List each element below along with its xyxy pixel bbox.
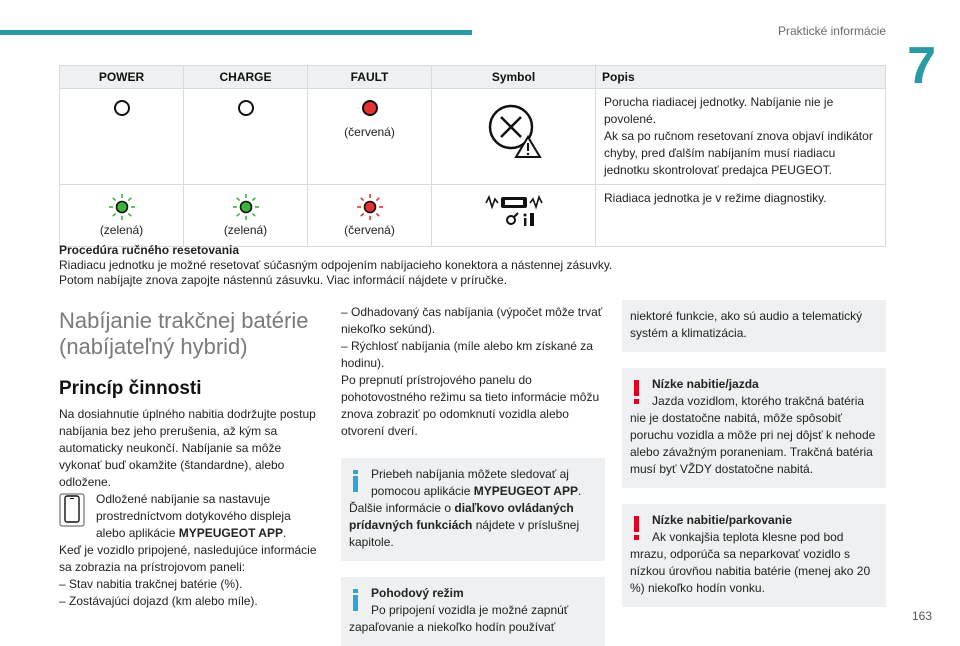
app-name: MYPEUGEOT APP (473, 484, 578, 498)
warning-text: Jazda vozidlom, ktorého trakčná batéria (652, 394, 865, 408)
column-header-fault: FAULT (308, 66, 432, 89)
info-text-end: . (577, 484, 582, 498)
section-title: Praktické informácie (777, 24, 886, 38)
app-note (59, 491, 321, 542)
info-text: Priebeh nabíjania môžete sledovať aj pomocou aplikácie (371, 467, 569, 498)
info-box-continued (622, 300, 886, 352)
app-name: MYPEUGEOT APP (178, 526, 283, 540)
indicator-table (59, 65, 886, 247)
app-note-text: Odložené nabíjanie sa nastavuje prostredníctvom dotykového displeja alebo aplikácie (96, 492, 291, 540)
row-description (596, 89, 885, 184)
charge-color-label: (zelená) (223, 223, 268, 237)
procedure-line: Potom nabíjajte znova zapojte nástennú zásuvku. Viac informácií nájdete v príručke. (59, 273, 508, 287)
warning-box (622, 368, 886, 488)
warning-exclamation-icon (632, 516, 642, 540)
smartphone-icon (59, 493, 85, 527)
info-text: niektoré funkcie, ako sú audio a telematický systém a klimatizácia. (630, 309, 863, 340)
list-item: – Rýchlosť nabíjania (míle alebo km získané za hodinu). (341, 339, 593, 370)
fault-red-indicator-icon (361, 99, 379, 117)
procedure-line: Riadiacu jednotku je možné resetovať súčasným odpojením nabíjacieho konektora a nástennej zásuvky. (59, 258, 613, 272)
procedure-title: Procedúra ručného resetovania (59, 243, 240, 257)
paragraph: Po prepnutí prístrojového panelu do pohotovostného režimu sa tieto informácie môžu znova zobraziť po odomknutí vozidla alebo otvorení dverí. (341, 373, 600, 438)
manual-reset-procedure (59, 243, 889, 288)
table-header-row (60, 66, 886, 89)
column-header-power: POWER (60, 66, 184, 89)
fault-color-label: (červená) (344, 125, 395, 139)
charge-blinking-green-indicator-icon (232, 193, 260, 221)
chapter-number: 7 (907, 37, 936, 95)
warning-text: Ak vonkajšia teplota klesne pod bod (652, 530, 844, 544)
charge-off-indicator-icon (237, 99, 255, 117)
column-header-description: Popis (596, 66, 886, 89)
warning-text: mrazu, odporúča sa neparkovať vozidlo s nízkou úrovňou nabitia batérie (menej ako 20 %) niekoľko hodín vonku. (630, 547, 871, 595)
list-item: – Zostávajúci dojazd (km alebo míle). (59, 594, 258, 608)
table-row (60, 89, 886, 185)
warning-title: Nízke nabitie/parkovanie (652, 513, 793, 527)
fault-blinking-red-indicator-icon (356, 193, 384, 221)
warning-exclamation-icon (632, 380, 642, 404)
section-heading: Princíp činnosti (59, 378, 202, 399)
info-text: Po pripojení vozidla je možné zapnúť (371, 603, 569, 617)
diagnostic-mode-symbol-icon (484, 193, 544, 229)
column-header-charge: CHARGE (184, 66, 308, 89)
column-header-symbol: Symbol (432, 66, 596, 89)
list-item: – Odhadovaný čas nabíjania (výpočet môže trvať niekoľko sekúnd). (341, 305, 603, 336)
paragraph: Na dosiahnutie úplného nabitia dodržujte postup nabíjania bez jeho prerušenia, až kým sa automaticky neukončí. Nabíjanie sa môže vykonať buď okamžite (štandardne), alebo odložene. (59, 407, 316, 489)
list-item: – Stav nabitia trakčnej batérie (%). (59, 577, 243, 591)
column-left (59, 308, 321, 610)
row-description-text: Porucha riadiacej jednotky. Nabíjanie nie je povolené. Ak sa po ručnom resetovaní znova objaví indikátor chyby, pred ďalším nabíjaním musí riadiacu jednotku skontrolovať predajca PEUGEOT. (604, 95, 873, 177)
column-right (622, 300, 886, 607)
fault-warning-symbol-icon (485, 101, 543, 159)
app-note-end: . (282, 526, 287, 540)
info-text-end: nájdete v príslušnej kapitole. (349, 518, 580, 549)
header-accent-bar (0, 30, 472, 35)
page-heading: Nabíjanie trakčnej batérie (nabíjateľný hybrid) (59, 308, 309, 359)
power-off-indicator-icon (113, 99, 131, 117)
warning-title: Nízke nabitie/jazda (652, 377, 759, 391)
info-text: Ďalšie informácie o (349, 501, 455, 515)
info-box (341, 458, 605, 561)
info-box-title: Pohodový režim (371, 586, 464, 600)
feature-name: diaľkovo ovládaných prídavných funkciách (349, 501, 574, 532)
column-middle (341, 304, 605, 646)
row-description-text: Riadiaca jednotka je v režime diagnostiky. (604, 191, 827, 205)
paragraph: Keď je vozidlo pripojené, nasledujúce informácie sa zobrazia na prístrojovom paneli: (59, 543, 317, 574)
power-color-label: (zelená) (99, 223, 144, 237)
info-text: zapaľovanie a niekoľko hodín používať (349, 620, 556, 634)
row-description (596, 185, 885, 212)
fault-color-label: (červená) (344, 223, 395, 237)
warning-text: nie je dostatočne nabitá, môže spôsobiť poruchu vozidla a môže pri nej dôjsť k nehode alebo závažným poraneniam. Trakčná batéria musí byť VŽDY dostatočne nabitá. (630, 411, 876, 476)
page-number: 163 (911, 609, 932, 623)
power-blinking-green-indicator-icon (108, 193, 136, 221)
info-icon (351, 589, 361, 611)
table-row (60, 185, 886, 247)
info-icon (351, 470, 361, 492)
info-box (341, 577, 605, 646)
warning-box (622, 504, 886, 607)
